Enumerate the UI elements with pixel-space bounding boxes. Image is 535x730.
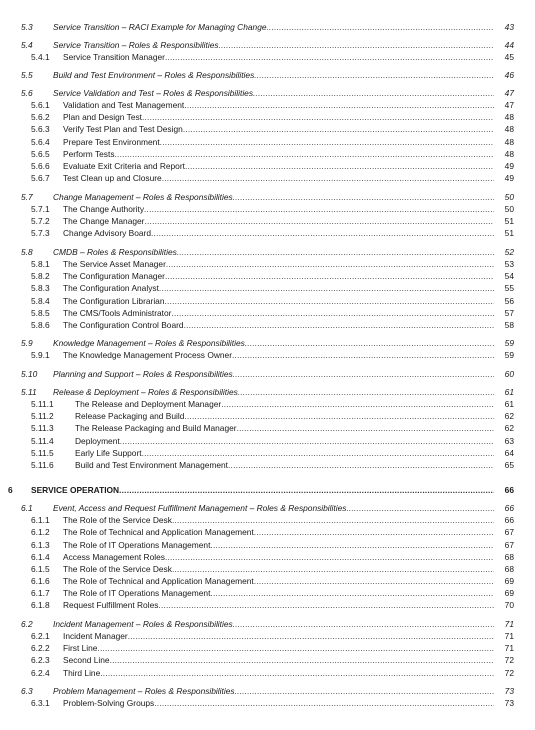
toc-entry-title: The Change Manager xyxy=(63,216,145,226)
toc-entry-number: 5.8.3 xyxy=(31,283,50,293)
toc-entry-number: 5.6.1 xyxy=(31,100,50,110)
toc-entry-number: 6.1.2 xyxy=(31,527,50,537)
toc-entry-page-number: 49 xyxy=(494,173,514,184)
toc-entry-page-number: 72 xyxy=(494,668,514,679)
toc-entry-page-number: 65 xyxy=(494,460,514,471)
dot-leader xyxy=(110,655,514,666)
toc-entry[interactable] xyxy=(0,296,535,307)
dot-leader xyxy=(210,588,514,599)
toc-entry-page-number: 44 xyxy=(494,40,514,51)
toc-entry[interactable] xyxy=(0,540,535,551)
dot-leader xyxy=(165,52,514,63)
dot-leader xyxy=(142,448,514,459)
toc-entry[interactable] xyxy=(0,515,535,526)
toc-entry[interactable] xyxy=(0,149,535,160)
toc-entry-page-number: 45 xyxy=(494,52,514,63)
toc-entry[interactable] xyxy=(0,338,535,349)
toc-entry-number: 6.2 xyxy=(21,619,33,629)
toc-entry-number: 6.1.1 xyxy=(31,515,50,525)
toc-entry[interactable] xyxy=(0,124,535,135)
toc-entry-page-number: 46 xyxy=(494,70,514,81)
dot-leader xyxy=(165,552,514,563)
toc-entry[interactable] xyxy=(0,448,535,459)
toc-entry-number: 5.4.1 xyxy=(31,52,50,62)
toc-entry-title: The Configuration Manager xyxy=(63,271,165,281)
toc-entry-number: 5.8.4 xyxy=(31,296,50,306)
toc-entry[interactable] xyxy=(0,527,535,538)
toc-entry-title: Service Transition – Roles & Responsibilities xyxy=(53,40,219,50)
toc-entry-title: CMDB – Roles & Responsibilities xyxy=(53,247,177,257)
toc-entry[interactable] xyxy=(0,216,535,227)
toc-entry-number: 5.11.2 xyxy=(31,411,54,421)
toc-entry[interactable] xyxy=(0,387,535,398)
toc-entry-number: 5.11.6 xyxy=(31,460,54,470)
toc-entry[interactable] xyxy=(0,320,535,331)
dot-leader xyxy=(183,124,514,135)
toc-entry-title: The CMS/Tools Administrator xyxy=(63,308,172,318)
toc-entry[interactable] xyxy=(0,485,535,496)
toc-entry-page-number: 71 xyxy=(494,631,514,642)
toc-entry[interactable] xyxy=(0,100,535,111)
toc-entry-title: Release & Deployment – Roles & Responsibilities xyxy=(53,387,238,397)
toc-entry-title: Problem Management – Roles & Responsibilities xyxy=(53,686,235,696)
toc-entry-number: 6 xyxy=(8,485,13,495)
toc-entry[interactable] xyxy=(0,423,535,434)
toc-entry-page-number: 50 xyxy=(494,204,514,215)
dot-leader xyxy=(253,88,514,99)
toc-entry-title: Plan and Design Test xyxy=(63,112,142,122)
toc-entry[interactable] xyxy=(0,643,535,654)
toc-entry-number: 5.9.1 xyxy=(31,350,50,360)
dot-leader xyxy=(142,112,514,123)
toc-entry-page-number: 47 xyxy=(494,100,514,111)
toc-entry[interactable] xyxy=(0,698,535,709)
toc-entry[interactable] xyxy=(0,588,535,599)
toc-entry-title: Third Line xyxy=(63,668,101,678)
toc-entry-title: Deployment xyxy=(75,436,120,446)
toc-entry-title: Service Transition Manager xyxy=(63,52,165,62)
toc-entry-title: First Line xyxy=(63,643,98,653)
toc-entry-title: The Role of the Service Desk xyxy=(63,564,172,574)
dot-leader xyxy=(100,668,514,679)
dot-leader xyxy=(245,338,514,349)
dot-leader xyxy=(166,259,514,270)
dot-leader xyxy=(184,411,514,422)
toc-entry-title: SERVICE OPERATION xyxy=(31,485,120,495)
dot-leader xyxy=(144,216,514,227)
toc-entry-title: Evaluate Exit Criteria and Report xyxy=(63,161,185,171)
toc-entry-number: 5.11.3 xyxy=(31,423,54,433)
toc-entry-page-number: 48 xyxy=(494,149,514,160)
toc-entry[interactable] xyxy=(0,619,535,630)
toc-entry[interactable] xyxy=(0,137,535,148)
toc-entry[interactable] xyxy=(0,247,535,258)
toc-entry[interactable] xyxy=(0,204,535,215)
toc-entry-title: The Configuration Librarian xyxy=(63,296,165,306)
toc-entry-number: 6.1.7 xyxy=(31,588,50,598)
toc-entry-page-number: 59 xyxy=(494,338,514,349)
toc-entry-page-number: 47 xyxy=(494,88,514,99)
toc-entry-number: 5.6.6 xyxy=(31,161,50,171)
toc-entry-title: The Role of IT Operations Management xyxy=(63,588,211,598)
dot-leader xyxy=(219,40,514,51)
dot-leader xyxy=(346,503,514,514)
dot-leader xyxy=(144,204,514,215)
toc-entry-title: Verify Test Plan and Test Design xyxy=(63,124,183,134)
toc-entry-number: 5.9 xyxy=(21,338,33,348)
toc-entry-page-number: 67 xyxy=(494,527,514,538)
toc-entry-title: Change Advisory Board xyxy=(63,228,151,238)
toc-entry-title: Incident Manager xyxy=(63,631,128,641)
dot-leader xyxy=(185,161,514,172)
dot-leader xyxy=(97,643,514,654)
toc-entry-page-number: 50 xyxy=(494,192,514,203)
toc-entry[interactable] xyxy=(0,22,535,33)
toc-entry-title: The Release and Deployment Manager xyxy=(75,399,222,409)
toc-entry[interactable] xyxy=(0,686,535,697)
toc-entry[interactable] xyxy=(0,399,535,410)
toc-entry-title: The Change Authority xyxy=(63,204,145,214)
toc-entry[interactable] xyxy=(0,564,535,575)
toc-entry-number: 5.8 xyxy=(21,247,33,257)
dot-leader xyxy=(159,283,514,294)
dot-leader xyxy=(120,436,514,447)
toc-entry-number: 5.11.5 xyxy=(31,448,54,458)
toc-entry-page-number: 51 xyxy=(494,216,514,227)
toc-entry-page-number: 52 xyxy=(494,247,514,258)
toc-entry-number: 5.6 xyxy=(21,88,33,98)
toc-entry-number: 5.6.3 xyxy=(31,124,50,134)
toc-entry-page-number: 62 xyxy=(494,423,514,434)
dot-leader xyxy=(233,192,514,203)
toc-entry-number: 6.1.3 xyxy=(31,540,50,550)
dot-leader xyxy=(235,686,514,697)
toc-entry-page-number: 66 xyxy=(494,503,514,514)
toc-entry-number: 5.6.2 xyxy=(31,112,50,122)
dot-leader xyxy=(237,423,514,434)
toc-entry-number: 5.7.2 xyxy=(31,216,50,226)
dot-leader xyxy=(232,350,514,361)
toc-entry-page-number: 72 xyxy=(494,655,514,666)
toc-entry-page-number: 69 xyxy=(494,576,514,587)
toc-entry[interactable] xyxy=(0,350,535,361)
toc-entry[interactable] xyxy=(0,369,535,380)
toc-entry-page-number: 69 xyxy=(494,588,514,599)
toc-entry-page-number: 57 xyxy=(494,308,514,319)
dot-leader xyxy=(238,387,514,398)
toc-entry[interactable] xyxy=(0,161,535,172)
dot-leader xyxy=(254,527,514,538)
dot-leader xyxy=(165,296,515,307)
toc-entry-title: Incident Management – Roles & Responsibilities xyxy=(53,619,233,629)
dot-leader xyxy=(228,460,514,471)
toc-entry-number: 5.3 xyxy=(21,22,33,32)
toc-entry[interactable] xyxy=(0,52,535,63)
toc-entry-title: Planning and Support – Roles & Responsibilities xyxy=(53,369,233,379)
toc-entry-page-number: 55 xyxy=(494,283,514,294)
toc-entry-title: Service Transition – RACI Example for Managing Change xyxy=(53,22,267,32)
toc-entry-number: 6.3 xyxy=(21,686,33,696)
toc-entry-page-number: 61 xyxy=(494,387,514,398)
toc-entry-page-number: 60 xyxy=(494,369,514,380)
toc-entry-title: The Knowledge Management Process Owner xyxy=(63,350,232,360)
toc-entry-number: 5.8.2 xyxy=(31,271,50,281)
toc-entry[interactable] xyxy=(0,308,535,319)
toc-entry-number: 5.5 xyxy=(21,70,33,80)
toc-entry[interactable] xyxy=(0,436,535,447)
toc-entry-page-number: 71 xyxy=(494,619,514,630)
toc-entry-title: The Role of Technical and Application Management xyxy=(63,527,254,537)
toc-entry-title: The Role of the Service Desk xyxy=(63,515,172,525)
toc-entry-title: Access Management Roles xyxy=(63,552,165,562)
toc-entry-title: Second Line xyxy=(63,655,110,665)
toc-entry-page-number: 48 xyxy=(494,112,514,123)
toc-entry-page-number: 49 xyxy=(494,161,514,172)
toc-entry-page-number: 66 xyxy=(494,515,514,526)
toc-entry[interactable] xyxy=(0,655,535,666)
toc-entry-page-number: 67 xyxy=(494,540,514,551)
toc-entry-title: The Role of IT Operations Management xyxy=(63,540,211,550)
toc-entry-number: 5.6.7 xyxy=(31,173,50,183)
dot-leader xyxy=(158,600,514,611)
dot-leader xyxy=(267,22,514,33)
toc-entry-title: Change Management – Roles & Responsibilities xyxy=(53,192,233,202)
toc-entry[interactable] xyxy=(0,259,535,270)
toc-entry-number: 5.6.5 xyxy=(31,149,50,159)
dot-leader xyxy=(162,173,514,184)
toc-entry-number: 6.1.6 xyxy=(31,576,50,586)
toc-entry[interactable] xyxy=(0,503,535,514)
dot-leader xyxy=(154,698,514,709)
toc-entry-page-number: 53 xyxy=(494,259,514,270)
toc-entry-number: 6.1.8 xyxy=(31,600,50,610)
toc-entry-title: The Service Asset Manager xyxy=(63,259,166,269)
toc-entry-title: Build and Test Environment – Roles & Responsibilities xyxy=(53,70,255,80)
toc-entry-page-number: 43 xyxy=(494,22,514,33)
dot-leader xyxy=(172,515,514,526)
toc-entry-title: Validation and Test Management xyxy=(63,100,185,110)
toc-entry-page-number: 51 xyxy=(494,228,514,239)
toc-entry-number: 5.11 xyxy=(21,387,37,397)
toc-entry-title: Event, Access and Request Fulfillment Management – Roles & Responsibilities xyxy=(53,503,347,513)
toc-entry[interactable] xyxy=(0,173,535,184)
toc-entry-page-number: 48 xyxy=(494,137,514,148)
dot-leader xyxy=(184,100,514,111)
toc-entry-page-number: 58 xyxy=(494,320,514,331)
toc-entry-page-number: 62 xyxy=(494,411,514,422)
toc-entry[interactable] xyxy=(0,271,535,282)
toc-entry-title: Release Packaging and Build xyxy=(75,411,185,421)
toc-entry-page-number: 64 xyxy=(494,448,514,459)
dot-leader xyxy=(165,271,514,282)
toc-entry-page-number: 68 xyxy=(494,552,514,563)
toc-entry-page-number: 73 xyxy=(494,698,514,709)
dot-leader xyxy=(210,540,514,551)
dot-leader xyxy=(254,70,514,81)
toc-entry-title: Knowledge Management – Roles & Responsibilities xyxy=(53,338,245,348)
toc-entry[interactable] xyxy=(0,411,535,422)
toc-entry-number: 5.8.1 xyxy=(31,259,50,269)
toc-entry[interactable] xyxy=(0,668,535,679)
dot-leader xyxy=(254,576,514,587)
toc-entry-page-number: 70 xyxy=(494,600,514,611)
toc-entry-number: 5.7.3 xyxy=(31,228,50,238)
toc-entry-number: 6.1.5 xyxy=(31,564,50,574)
toc-entry-title: Problem-Solving Groups xyxy=(63,698,155,708)
dot-leader xyxy=(160,137,514,148)
toc-entry[interactable] xyxy=(0,88,535,99)
toc-entry-number: 6.1 xyxy=(21,503,33,513)
toc-entry[interactable] xyxy=(0,70,535,81)
toc-entry-title: The Role of Technical and Application Management xyxy=(63,576,254,586)
toc-entry-title: Request Fulfillment Roles xyxy=(63,600,159,610)
toc-entry[interactable] xyxy=(0,576,535,587)
toc-entry-title: Service Validation and Test – Roles & Responsibilities xyxy=(53,88,254,98)
toc-entry-page-number: 59 xyxy=(494,350,514,361)
toc-entry-number: 5.11.4 xyxy=(31,436,54,446)
toc-entry[interactable] xyxy=(0,552,535,563)
toc-entry-title: The Configuration Analyst xyxy=(63,283,159,293)
toc-entry-title: Prepare Test Environment xyxy=(63,137,160,147)
toc-entry-number: 5.6.4 xyxy=(31,137,50,147)
toc-entry[interactable] xyxy=(0,112,535,123)
dot-leader xyxy=(128,631,514,642)
toc-entry[interactable] xyxy=(0,460,535,471)
toc-entry-number: 5.8.5 xyxy=(31,308,50,318)
toc-entry-page-number: 66 xyxy=(494,485,514,496)
toc-entry-number: 5.8.6 xyxy=(31,320,50,330)
dot-leader xyxy=(233,619,514,630)
toc-entry[interactable] xyxy=(0,600,535,611)
dot-leader xyxy=(184,320,514,331)
toc-entry[interactable] xyxy=(0,631,535,642)
toc-entry-page-number: 63 xyxy=(494,436,514,447)
toc-entry-number: 5.10 xyxy=(21,369,38,379)
dot-leader xyxy=(119,485,514,496)
toc-entry-title: Perform Tests xyxy=(63,149,115,159)
toc-entry[interactable] xyxy=(0,192,535,203)
toc-entry-title: Build and Test Environment Management xyxy=(75,460,229,470)
toc-entry-number: 5.11.1 xyxy=(31,399,54,409)
toc-entry-number: 6.2.2 xyxy=(31,643,50,653)
toc-entry-page-number: 56 xyxy=(494,296,514,307)
toc-entry-title: The Release Packaging and Build Manager xyxy=(75,423,237,433)
toc-entry-page-number: 73 xyxy=(494,686,514,697)
dot-leader xyxy=(151,228,514,239)
toc-entry-page-number: 68 xyxy=(494,564,514,575)
toc-entry-number: 5.7 xyxy=(21,192,33,202)
toc-entry-page-number: 61 xyxy=(494,399,514,410)
toc-entry-title: Early Life Support xyxy=(75,448,142,458)
toc-entry-number: 6.2.1 xyxy=(31,631,50,641)
toc-entry-number: 5.7.1 xyxy=(31,204,50,214)
toc-entry-page-number: 48 xyxy=(494,124,514,135)
dot-leader xyxy=(233,369,514,380)
dot-leader xyxy=(115,149,514,160)
dot-leader xyxy=(177,247,514,258)
toc-entry-title: Test Clean up and Closure xyxy=(63,173,162,183)
dot-leader xyxy=(221,399,514,410)
toc-entry-page-number: 54 xyxy=(494,271,514,282)
toc-entry[interactable] xyxy=(0,40,535,51)
toc-entry-title: The Configuration Control Board xyxy=(63,320,184,330)
dot-leader xyxy=(171,308,514,319)
toc-entry-number: 6.2.4 xyxy=(31,668,50,678)
toc-entry-number: 6.1.4 xyxy=(31,552,50,562)
toc-entry[interactable] xyxy=(0,283,535,294)
toc-entry-number: 6.3.1 xyxy=(31,698,50,708)
toc-entry-number: 5.4 xyxy=(21,40,33,50)
toc-entry[interactable] xyxy=(0,228,535,239)
toc-entry-page-number: 71 xyxy=(494,643,514,654)
toc-entry-number: 6.2.3 xyxy=(31,655,50,665)
dot-leader xyxy=(172,564,514,575)
